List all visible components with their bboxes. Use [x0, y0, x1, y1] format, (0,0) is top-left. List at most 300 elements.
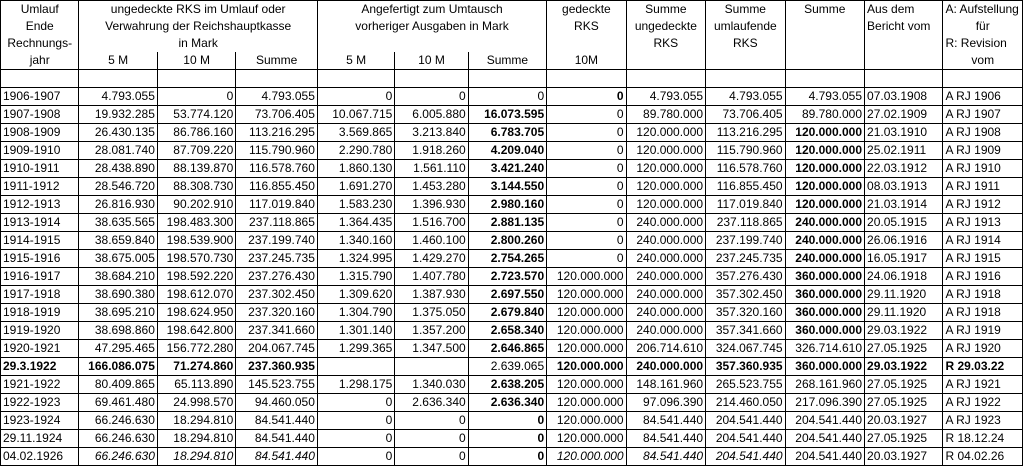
- table-cell: 16.073.595: [468, 106, 546, 124]
- table-cell: 265.523.755: [706, 376, 785, 394]
- table-cell: 84.541.440: [236, 412, 318, 430]
- table-cell: 1911-1912: [1, 178, 79, 196]
- table-cell: 0: [395, 88, 468, 106]
- table-cell: 240.000.000: [626, 322, 705, 340]
- table-cell: 2.723.570: [468, 268, 546, 286]
- table-cell: A RJ 1918: [943, 304, 1023, 322]
- header-sub-5m: 5 M: [79, 52, 157, 70]
- table-cell: 237.245.735: [706, 250, 785, 268]
- table-cell: A RJ 1914: [943, 232, 1023, 250]
- table-cell: 237.199.740: [236, 232, 318, 250]
- table-row: [1, 196, 1023, 214]
- table-cell: 84.541.440: [236, 430, 318, 448]
- table-cell: 120.000.000: [626, 142, 705, 160]
- table-row: [1, 304, 1023, 322]
- header-sub-summe: Summe: [468, 52, 546, 70]
- table-cell: 204.541.440: [706, 412, 785, 430]
- table-cell: 120.000.000: [626, 124, 705, 142]
- header-aufst-3: R: Revision: [943, 35, 1023, 52]
- table-cell: 24.06.1918: [865, 268, 943, 286]
- table-cell: 240.000.000: [785, 250, 864, 268]
- table-cell: 29.11.1920: [865, 286, 943, 304]
- table-cell: 16.05.1917: [865, 250, 943, 268]
- table-cell: 360.000.000: [785, 268, 864, 286]
- table-cell: [395, 358, 468, 376]
- table-cell: A RJ 1912: [943, 196, 1023, 214]
- table-cell: 0: [547, 106, 626, 124]
- table-cell: 237.360.935: [236, 358, 318, 376]
- table-cell: 1.340.160: [317, 232, 394, 250]
- table-row: [1, 106, 1023, 124]
- table-cell: 38.690.380: [79, 286, 157, 304]
- table-cell: 116.855.450: [706, 178, 785, 196]
- table-cell: 1921-1922: [1, 376, 79, 394]
- table-cell: 27.05.1925: [865, 430, 943, 448]
- table-cell: 88.308.730: [157, 178, 235, 196]
- header-summe-uml-1: Summe: [706, 1, 785, 19]
- table-cell: 117.019.840: [706, 196, 785, 214]
- table-cell: 0: [317, 88, 394, 106]
- table-cell: 1.407.780: [395, 268, 468, 286]
- table-cell: 120.000.000: [785, 142, 864, 160]
- table-cell: 20.05.1915: [865, 214, 943, 232]
- table-cell: A RJ 1911: [943, 178, 1023, 196]
- table-cell: 1912-1913: [1, 196, 79, 214]
- table-cell: 2.697.550: [468, 286, 546, 304]
- table-row: [1, 412, 1023, 430]
- table-cell: 1.375.050: [395, 304, 468, 322]
- table-cell: 27.05.1925: [865, 394, 943, 412]
- table-cell: 1.583.230: [317, 196, 394, 214]
- table-cell: 89.780.000: [785, 106, 864, 124]
- table-cell: 357.360.935: [706, 358, 785, 376]
- table-cell: 206.714.610: [626, 340, 705, 358]
- table-cell: 240.000.000: [626, 232, 705, 250]
- table-cell: 0: [317, 394, 394, 412]
- table-cell: 1.561.110: [395, 160, 468, 178]
- table-row: [1, 232, 1023, 250]
- header-umlauf-1: Umlauf: [1, 1, 79, 19]
- table-cell: R 29.03.22: [943, 358, 1023, 376]
- table-row: [1, 322, 1023, 340]
- header-gedeckte-sub: 10M: [547, 52, 626, 70]
- table-cell: 38.635.565: [79, 214, 157, 232]
- table-cell: 38.684.210: [79, 268, 157, 286]
- table-cell: 237.199.740: [706, 232, 785, 250]
- table-cell: 1.460.100: [395, 232, 468, 250]
- table-cell: 2.638.205: [468, 376, 546, 394]
- table-cell: A RJ 1908: [943, 124, 1023, 142]
- table-cell: 115.790.960: [236, 142, 318, 160]
- table-cell: 0: [317, 430, 394, 448]
- table-cell: 27.05.1925: [865, 340, 943, 358]
- table-row: [1, 250, 1023, 268]
- table-cell: 4.209.040: [468, 142, 546, 160]
- table-cell: 120.000.000: [785, 160, 864, 178]
- table-cell: 66.246.630: [79, 412, 157, 430]
- table-cell: 0: [468, 88, 546, 106]
- table-cell: 3.144.550: [468, 178, 546, 196]
- table-cell: 360.000.000: [785, 304, 864, 322]
- blank-cell: [79, 70, 157, 88]
- table-cell: 2.639.065: [468, 358, 546, 376]
- table-cell: 4.793.055: [785, 88, 864, 106]
- header-summe-uml-3: RKS: [706, 35, 785, 52]
- table-cell: 26.816.930: [79, 196, 157, 214]
- table-cell: 113.216.295: [236, 124, 318, 142]
- table-cell: 0: [395, 448, 468, 466]
- header-aufst-4: vom: [943, 52, 1023, 70]
- header-angefertigt-2: vorheriger Ausgaben in Mark: [317, 18, 546, 35]
- table-cell: 47.295.465: [79, 340, 157, 358]
- table-cell: 324.067.745: [706, 340, 785, 358]
- blank-cell: [157, 70, 235, 88]
- table-cell: 08.03.1913: [865, 178, 943, 196]
- table-cell: 115.790.960: [706, 142, 785, 160]
- table-cell: 198.624.950: [157, 304, 235, 322]
- table-cell: 86.786.160: [157, 124, 235, 142]
- table-cell: 1910-1911: [1, 160, 79, 178]
- table-cell: 0: [468, 430, 546, 448]
- table-cell: 360.000.000: [785, 286, 864, 304]
- table-cell: 120.000.000: [547, 304, 626, 322]
- table-cell: 1918-1919: [1, 304, 79, 322]
- table-cell: 204.541.440: [785, 412, 864, 430]
- table-cell: 198.539.900: [157, 232, 235, 250]
- table-cell: 120.000.000: [547, 448, 626, 466]
- table-cell: 6.005.880: [395, 106, 468, 124]
- table-cell: 120.000.000: [547, 376, 626, 394]
- table-cell: 2.980.160: [468, 196, 546, 214]
- table-cell: 20.03.1927: [865, 412, 943, 430]
- blank-cell: [236, 70, 318, 88]
- table-cell: 0: [547, 160, 626, 178]
- table-cell: 240.000.000: [626, 268, 705, 286]
- table-cell: 18.294.810: [157, 412, 235, 430]
- table-cell: 1.516.700: [395, 214, 468, 232]
- table-cell: 120.000.000: [547, 286, 626, 304]
- table-cell: A RJ 1920: [943, 340, 1023, 358]
- table-cell: 69.461.480: [79, 394, 157, 412]
- table-cell: 113.216.295: [706, 124, 785, 142]
- table-cell: 360.000.000: [785, 322, 864, 340]
- header-empty: [785, 35, 864, 52]
- table-cell: A RJ 1909: [943, 142, 1023, 160]
- table-cell: 29.3.1922: [1, 358, 79, 376]
- table-cell: 120.000.000: [547, 412, 626, 430]
- table-row: [1, 358, 1023, 376]
- table-cell: 04.02.1926: [1, 448, 79, 466]
- table-cell: 28.081.740: [79, 142, 157, 160]
- table-cell: 237.118.865: [236, 214, 318, 232]
- table-cell: 1909-1910: [1, 142, 79, 160]
- table-cell: 204.541.440: [785, 430, 864, 448]
- table-cell: 117.019.840: [236, 196, 318, 214]
- table-cell: 2.800.260: [468, 232, 546, 250]
- table-row: [1, 268, 1023, 286]
- table-cell: 1.387.930: [395, 286, 468, 304]
- table-cell: 2.881.135: [468, 214, 546, 232]
- table-cell: 357.320.160: [706, 304, 785, 322]
- header-empty: [865, 52, 943, 70]
- table-cell: 26.06.1916: [865, 232, 943, 250]
- table-cell: 10.067.715: [317, 106, 394, 124]
- table-cell: 97.096.390: [626, 394, 705, 412]
- table-cell: 0: [547, 232, 626, 250]
- table-cell: 0: [317, 412, 394, 430]
- table-cell: 07.03.1908: [865, 88, 943, 106]
- table-cell: 28.438.890: [79, 160, 157, 178]
- table-cell: 38.698.860: [79, 322, 157, 340]
- table-row: [1, 430, 1023, 448]
- table-cell: 120.000.000: [547, 394, 626, 412]
- table-cell: 38.659.840: [79, 232, 157, 250]
- table-cell: A RJ 1918: [943, 286, 1023, 304]
- table-cell: 0: [547, 124, 626, 142]
- table-cell: 1906-1907: [1, 88, 79, 106]
- table-cell: 240.000.000: [626, 250, 705, 268]
- table-cell: 1.918.260: [395, 142, 468, 160]
- table-cell: 66.246.630: [79, 430, 157, 448]
- header-angefertigt-1: Angefertigt zum Umtausch: [317, 1, 546, 19]
- table-cell: 29.03.1922: [865, 358, 943, 376]
- header-umlauf-2: Ende: [1, 18, 79, 35]
- table-cell: 1.396.930: [395, 196, 468, 214]
- table-cell: 27.05.1925: [865, 376, 943, 394]
- header-empty: [865, 35, 943, 52]
- header-ungedeckte-3: in Mark: [79, 35, 317, 52]
- table-cell: 6.783.705: [468, 124, 546, 142]
- header-empty: [547, 35, 626, 52]
- table-row: [1, 124, 1023, 142]
- blank-cell: [317, 70, 394, 88]
- table-cell: 0: [468, 412, 546, 430]
- blank-cell: [1, 70, 79, 88]
- table-cell: 240.000.000: [785, 214, 864, 232]
- table-cell: 1923-1924: [1, 412, 79, 430]
- table-cell: R 18.12.24: [943, 430, 1023, 448]
- table-cell: 116.578.760: [236, 160, 318, 178]
- table-cell: 18.294.810: [157, 448, 235, 466]
- table-cell: 0: [317, 448, 394, 466]
- table-cell: A RJ 1921: [943, 376, 1023, 394]
- blank-cell: [865, 70, 943, 88]
- table-cell: 237.118.865: [706, 214, 785, 232]
- table-cell: 20.03.1927: [865, 448, 943, 466]
- header-empty: [706, 52, 785, 70]
- table-cell: 1919-1920: [1, 322, 79, 340]
- header-gedeckte-2: RKS: [547, 18, 626, 35]
- table-cell: 2.658.340: [468, 322, 546, 340]
- table-cell: 0: [395, 412, 468, 430]
- table-cell: 326.714.610: [785, 340, 864, 358]
- table-header: [1, 1, 1023, 88]
- table-cell: 38.675.005: [79, 250, 157, 268]
- table-cell: 198.642.800: [157, 322, 235, 340]
- header-umlauf-4: jahr: [1, 52, 79, 70]
- table-cell: 1917-1918: [1, 286, 79, 304]
- blank-cell: [706, 70, 785, 88]
- header-summe-ung-1: Summe: [626, 1, 705, 19]
- table-cell: 1.860.130: [317, 160, 394, 178]
- table-cell: 0: [547, 178, 626, 196]
- table-cell: 360.000.000: [785, 358, 864, 376]
- table-cell: 29.11.1920: [865, 304, 943, 322]
- table-cell: 148.161.960: [626, 376, 705, 394]
- table-cell: 240.000.000: [626, 286, 705, 304]
- table-row: [1, 286, 1023, 304]
- table-cell: 73.706.405: [706, 106, 785, 124]
- table-cell: 1.301.140: [317, 322, 394, 340]
- table-cell: A RJ 1919: [943, 322, 1023, 340]
- table-cell: 27.02.1909: [865, 106, 943, 124]
- table-cell: 217.096.390: [785, 394, 864, 412]
- table-cell: 198.483.300: [157, 214, 235, 232]
- table-cell: 28.546.720: [79, 178, 157, 196]
- header-empty: [317, 35, 546, 52]
- header-bericht-1: Aus dem: [865, 1, 943, 19]
- table-cell: 0: [395, 430, 468, 448]
- table-cell: 116.855.450: [236, 178, 318, 196]
- table-cell: 1.347.500: [395, 340, 468, 358]
- table-cell: 204.067.745: [236, 340, 318, 358]
- table-cell: 120.000.000: [785, 196, 864, 214]
- table-cell: 120.000.000: [547, 430, 626, 448]
- table-cell: 120.000.000: [547, 322, 626, 340]
- table-cell: 21.03.1910: [865, 124, 943, 142]
- header-summe-uml-2: umlaufende: [706, 18, 785, 35]
- header-empty: [785, 18, 864, 35]
- table-cell: 2.754.265: [468, 250, 546, 268]
- table-cell: 1914-1915: [1, 232, 79, 250]
- table-cell: 1.453.280: [395, 178, 468, 196]
- table-cell: 21.03.1914: [865, 196, 943, 214]
- header-ungedeckte-2: Verwahrung der Reichshauptkasse: [79, 18, 317, 35]
- table-cell: 240.000.000: [785, 232, 864, 250]
- table-cell: 198.592.220: [157, 268, 235, 286]
- header-empty: [785, 52, 864, 70]
- table-cell: 214.460.050: [706, 394, 785, 412]
- table-cell: 66.246.630: [79, 448, 157, 466]
- table-row: [1, 376, 1023, 394]
- table-row: [1, 142, 1023, 160]
- table-cell: 120.000.000: [547, 358, 626, 376]
- table-cell: 240.000.000: [626, 358, 705, 376]
- table-cell: 4.793.055: [706, 88, 785, 106]
- table-cell: A RJ 1913: [943, 214, 1023, 232]
- table-cell: 1920-1921: [1, 340, 79, 358]
- table-cell: 29.11.1924: [1, 430, 79, 448]
- table-cell: 1908-1909: [1, 124, 79, 142]
- header-sub-5m: 5 M: [317, 52, 394, 70]
- table-cell: 237.302.450: [236, 286, 318, 304]
- header-aufst-1: A: Aufstellung: [943, 1, 1023, 19]
- table-cell: 120.000.000: [785, 124, 864, 142]
- table-body: [1, 88, 1023, 466]
- table-cell: 84.541.440: [626, 412, 705, 430]
- table-cell: 1.304.790: [317, 304, 394, 322]
- table-cell: 22.03.1912: [865, 160, 943, 178]
- table-cell: A RJ 1923: [943, 412, 1023, 430]
- table-cell: 0: [157, 88, 235, 106]
- table-cell: 237.341.660: [236, 322, 318, 340]
- table-cell: 89.780.000: [626, 106, 705, 124]
- header-sub-summe: Summe: [236, 52, 318, 70]
- table-cell: 1913-1914: [1, 214, 79, 232]
- header-bericht-2: Bericht vom: [865, 18, 943, 35]
- blank-cell: [395, 70, 468, 88]
- table-cell: 1.324.995: [317, 250, 394, 268]
- table-cell: 4.793.055: [236, 88, 318, 106]
- table-cell: 26.430.135: [79, 124, 157, 142]
- table-cell: 0: [547, 250, 626, 268]
- table-row: [1, 394, 1023, 412]
- table-cell: 88.139.870: [157, 160, 235, 178]
- table-cell: A RJ 1922: [943, 394, 1023, 412]
- table-cell: 4.793.055: [626, 88, 705, 106]
- table-cell: 0: [547, 196, 626, 214]
- table-row: [1, 214, 1023, 232]
- table-cell: 84.541.440: [236, 448, 318, 466]
- table-cell: A RJ 1907: [943, 106, 1023, 124]
- header-ungedeckte-1: ungedeckte RKS im Umlauf oder: [79, 1, 317, 19]
- table-cell: 2.646.865: [468, 340, 546, 358]
- table-cell: 198.612.070: [157, 286, 235, 304]
- table-cell: 90.202.910: [157, 196, 235, 214]
- table-cell: 357.302.450: [706, 286, 785, 304]
- table-cell: 1.309.620: [317, 286, 394, 304]
- table-row: [1, 88, 1023, 106]
- table-cell: 1915-1916: [1, 250, 79, 268]
- table-cell: 1922-1923: [1, 394, 79, 412]
- table-cell: 84.541.440: [626, 430, 705, 448]
- table-cell: 0: [547, 88, 626, 106]
- table-cell: A RJ 1916: [943, 268, 1023, 286]
- table-cell: 65.113.890: [157, 376, 235, 394]
- header-summe: Summe: [785, 1, 864, 19]
- table-cell: 204.541.440: [785, 448, 864, 466]
- table-cell: 0: [468, 448, 546, 466]
- table-cell: 204.541.440: [706, 448, 785, 466]
- table-cell: 1.298.175: [317, 376, 394, 394]
- table-cell: 3.213.840: [395, 124, 468, 142]
- table-cell: 29.03.1922: [865, 322, 943, 340]
- table-cell: 120.000.000: [626, 160, 705, 178]
- table-cell: 3.569.865: [317, 124, 394, 142]
- header-aufst-2: für: [943, 18, 1023, 35]
- table-cell: 2.636.340: [468, 394, 546, 412]
- table-row: [1, 178, 1023, 196]
- table-cell: 120.000.000: [547, 268, 626, 286]
- header-umlauf-3: Rechnungs-: [1, 35, 79, 52]
- table-cell: 240.000.000: [626, 304, 705, 322]
- header-sub-10m: 10 M: [395, 52, 468, 70]
- table-cell: 357.341.660: [706, 322, 785, 340]
- table-cell: 357.276.430: [706, 268, 785, 286]
- header-empty: [626, 52, 705, 70]
- header-sub-10m: 10 M: [157, 52, 235, 70]
- table-cell: A RJ 1906: [943, 88, 1023, 106]
- table-cell: 84.541.440: [626, 448, 705, 466]
- table-cell: 24.998.570: [157, 394, 235, 412]
- table-cell: 1.429.270: [395, 250, 468, 268]
- table-row: [1, 448, 1023, 466]
- table-cell: 237.320.160: [236, 304, 318, 322]
- table-cell: 145.523.755: [236, 376, 318, 394]
- table-cell: 18.294.810: [157, 430, 235, 448]
- header-summe-ung-3: RKS: [626, 35, 705, 52]
- table-cell: 240.000.000: [626, 214, 705, 232]
